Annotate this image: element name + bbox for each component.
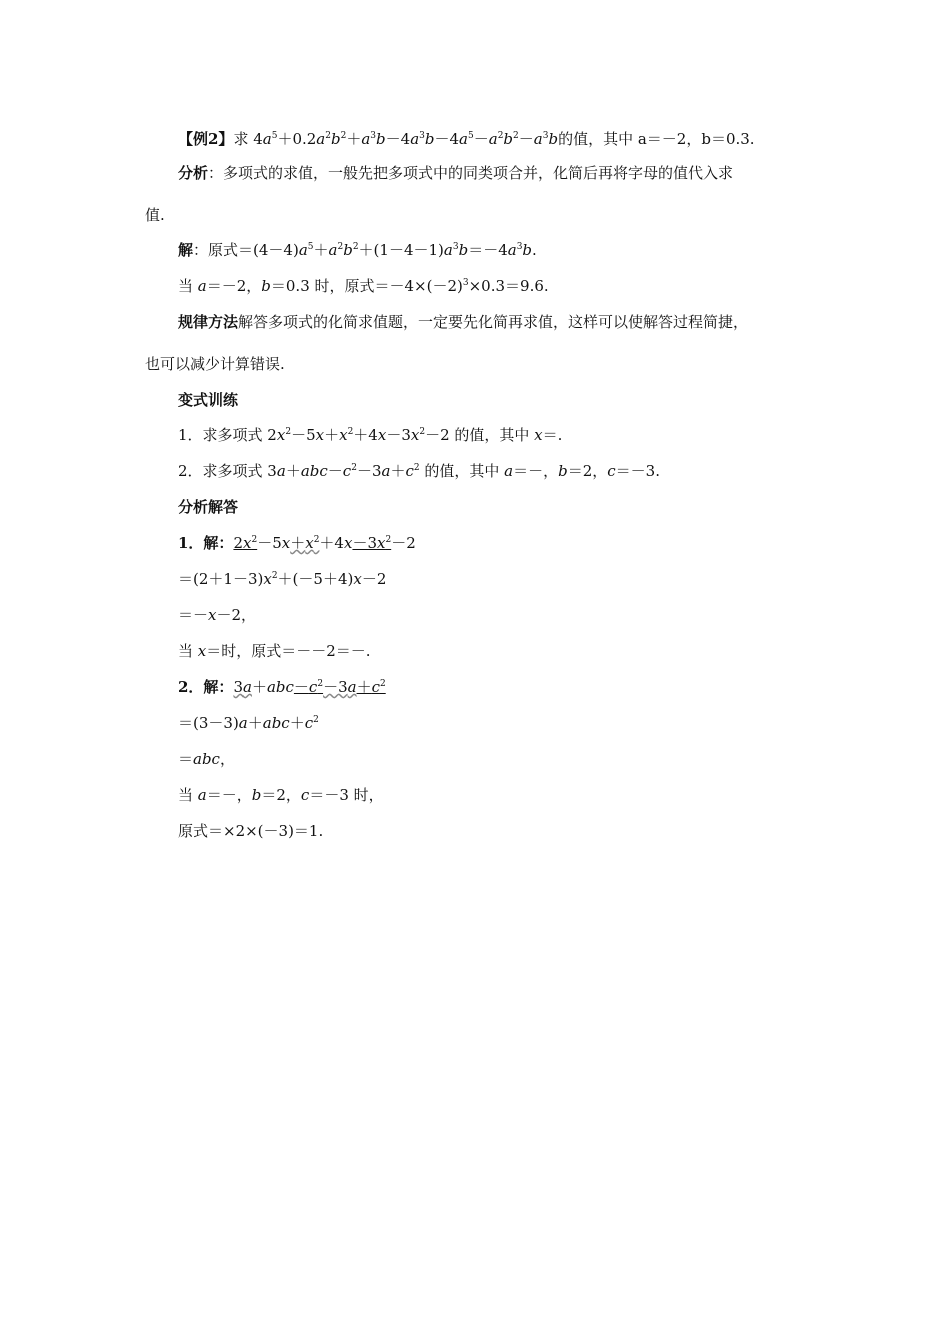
example2-prefix: 求 4: [233, 130, 263, 148]
practice-question-2: 2．求多项式 $3a+abc-c^2-3a+c^2$ 的值，其中 a＝－，b＝2，c＝－3.: [178, 462, 660, 480]
answer2-line-2: $=(3-3)a+abc+c^2$: [178, 714, 319, 732]
method-line-2: 也可以减少计算错误.: [145, 355, 285, 373]
method-text-1: 解答多项式的化简求值题，一定要先化简再求值，这样可以使解答过程简捷，: [238, 313, 749, 331]
answer2-line-4: 当 a＝－，b＝2，c＝－3 时，: [178, 786, 384, 804]
practice-question-1: 1．求多项式 $2x^2-5x+x^2+4x-3x^2-2$ 的值，其中 x＝.: [178, 426, 563, 444]
analysis-text-1: ：多项式的求值，一般先把多项式中的同类项合并，化简后再将字母的值代入求: [208, 164, 734, 182]
answer2-line-3: ＝abc，: [178, 750, 235, 768]
practice-heading: 变式训练: [178, 391, 239, 409]
answer1-line-2: $=(2+1-3)x^2+(-5+4)x-2$: [178, 570, 387, 588]
answers-heading: 分析解答: [178, 498, 239, 516]
method-label: 规律方法: [178, 313, 239, 331]
analysis-line-2: 值.: [145, 206, 165, 224]
example2-condition: a＝－2，b＝0.3.: [637, 130, 755, 148]
example2-label: 【例2】: [178, 130, 234, 148]
solution-label: 解: [178, 241, 194, 259]
example2-suffix: 的值，其中: [558, 130, 638, 148]
answer1-line-4: 当 x＝时，原式＝－－2＝－.: [178, 642, 371, 660]
analysis-line-1: [178, 163, 733, 183]
answer2-line-1: 2．解：$3a+abc-c^2-3a+c^2$: [178, 678, 386, 696]
solution-line-1: 解：原式$=(4-4)a^5+a^2b^2+(1-4-1)a^3b=-4a^3b$.: [178, 241, 537, 259]
example2-line: 【例2】求 $4a^5+0.2a^2b^2+a^3b-4a^3b-4a^5-a^2b^2-a^3b$的值，其中 a＝－2，b＝0.3.: [178, 130, 755, 148]
answer2-line-5: 原式＝×2×(－3)＝1.: [178, 822, 324, 840]
answer1-line-3: ＝－x－2，: [178, 606, 257, 624]
answer2-label: 2．解：: [178, 678, 234, 696]
analysis-label: 分析: [178, 164, 209, 182]
answer1-label: 1．解：: [178, 534, 234, 552]
answer1-line-1: 1．解：$2x^2-5x+x^2+4x-3x^2-2$: [178, 534, 416, 552]
method-line-1: [178, 312, 748, 332]
solution-line-2: 当 a＝－2，b＝0.3 时，原式$=-4\times(-2)^3\times 0.3=9.6$.: [178, 277, 549, 295]
